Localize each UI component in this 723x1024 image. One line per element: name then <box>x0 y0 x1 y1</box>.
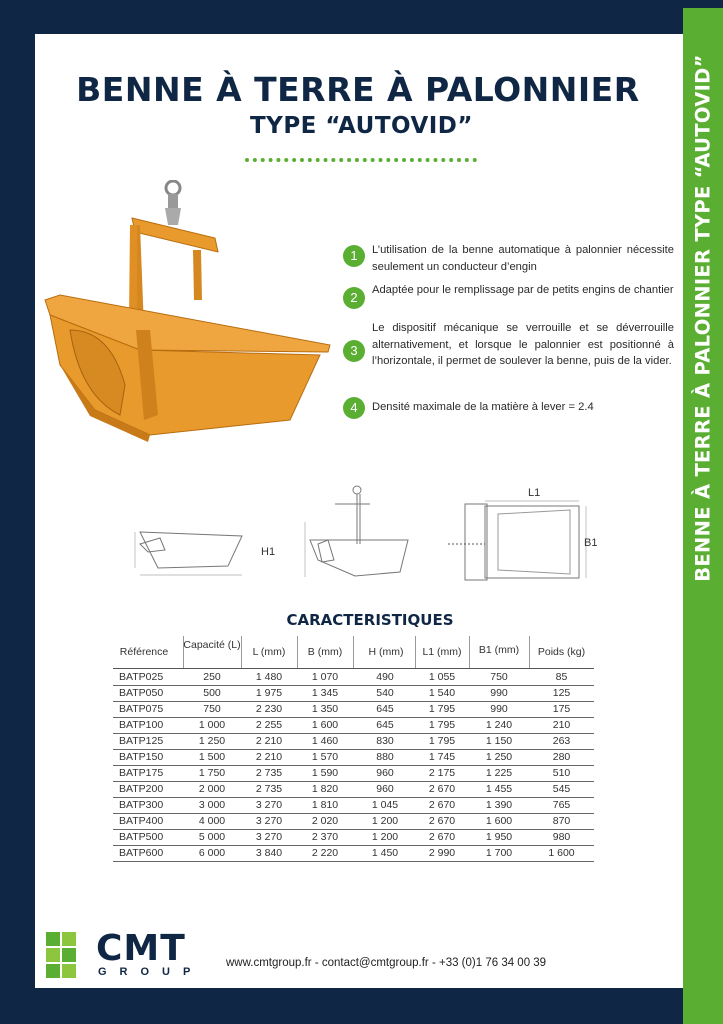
feature-number: 3 <box>343 340 365 362</box>
table-row <box>113 701 594 718</box>
table-cell: 2 210 <box>255 751 283 763</box>
table-cell: 1 700 <box>485 847 513 859</box>
table-cell: 1 795 <box>428 703 456 715</box>
table-cell: 500 <box>203 687 221 699</box>
table-cell: 880 <box>376 751 394 763</box>
table-cell: 210 <box>552 719 571 731</box>
table-cell: 3 840 <box>255 847 283 859</box>
table-cell: 2 220 <box>311 847 339 859</box>
table-cell: 5 000 <box>198 831 226 843</box>
hook-icon <box>165 181 181 225</box>
table-cell: 1 500 <box>198 751 226 763</box>
table-cell: 2 735 <box>255 767 283 779</box>
table-cell: 1 350 <box>311 703 339 715</box>
page-title: BENNE À TERRE À PALONNIER <box>76 70 640 109</box>
header-length: L (mm) <box>252 646 286 658</box>
logo-name: CMT <box>96 928 186 969</box>
table-cell: BATP400 <box>119 815 164 827</box>
table-cell: 1 455 <box>485 783 513 795</box>
table-row <box>113 733 594 750</box>
list-item <box>343 397 675 421</box>
table-cell: BATP175 <box>119 767 164 779</box>
table-cell: 1 450 <box>371 847 399 859</box>
header-height: H (mm) <box>368 646 404 658</box>
table-cell: 1 000 <box>198 719 226 731</box>
table-cell: 2 670 <box>428 831 456 843</box>
technical-drawing-front <box>300 482 415 587</box>
table-cell: 2 990 <box>428 847 456 859</box>
specs-table <box>113 636 594 868</box>
bucket-illustration <box>40 180 340 450</box>
table-cell: 250 <box>203 671 221 683</box>
table-cell: BATP025 <box>119 671 164 683</box>
table-cell: 1 820 <box>311 783 339 795</box>
table-cell: 125 <box>552 687 571 699</box>
table-cell: 1 750 <box>198 767 226 779</box>
table-cell: 1 950 <box>485 831 513 843</box>
table-cell: 1 600 <box>485 815 513 827</box>
table-cell: 830 <box>376 735 394 747</box>
feature-text: Adaptée pour le remplissage par de petits engins de chantier <box>372 284 674 296</box>
table-cell: 1 200 <box>371 815 399 827</box>
table-cell: 1 390 <box>485 799 513 811</box>
table-cell: 1 745 <box>428 751 456 763</box>
table-cell: 2 670 <box>428 815 456 827</box>
table-cell: 490 <box>376 671 394 683</box>
table-cell: 6 000 <box>198 847 226 859</box>
table-cell: 1 795 <box>428 735 456 747</box>
table-cell: BATP500 <box>119 831 164 843</box>
table-cell: 1 240 <box>485 719 513 731</box>
list-item <box>343 320 675 390</box>
table-cell: 1 810 <box>311 799 339 811</box>
feature-text: Densité maximale de la matière à lever = 2.4 <box>372 401 594 413</box>
table-cell: BATP300 <box>119 799 164 811</box>
table-cell: 750 <box>203 703 221 715</box>
table-cell: 1 345 <box>311 687 339 699</box>
title-divider <box>245 158 477 162</box>
table-row <box>113 829 594 846</box>
table-cell: 990 <box>490 687 508 699</box>
table-cell: 1 600 <box>548 847 575 859</box>
dimension-b1: B1 <box>584 537 598 549</box>
table-cell: 2 210 <box>255 735 283 747</box>
table-cell: 990 <box>490 703 508 715</box>
table-cell: 960 <box>376 783 394 795</box>
header-reference: Référence <box>119 646 169 658</box>
table-row <box>113 717 594 734</box>
table-cell: 645 <box>376 719 394 731</box>
header-weight: Poids (kg) <box>537 646 586 658</box>
table-cell: 765 <box>552 799 571 811</box>
table-cell: 2 230 <box>255 703 283 715</box>
table-cell: 280 <box>552 751 571 763</box>
logo-sub: GROUP <box>98 966 204 978</box>
table-cell: 1 540 <box>428 687 456 699</box>
table-cell: 2 000 <box>198 783 226 795</box>
table-row <box>113 749 594 766</box>
table-cell: BATP075 <box>119 703 164 715</box>
table-cell: BATP125 <box>119 735 164 747</box>
table-cell: 175 <box>552 703 571 715</box>
table-cell: BATP200 <box>119 783 164 795</box>
footer-contact: www.cmtgroup.fr - contact@cmtgroup.fr - +33 (0)1 76 34 00 39 <box>226 957 547 969</box>
header-width: B (mm) <box>307 646 343 658</box>
table-cell: 1 480 <box>255 671 283 683</box>
table-cell: 3 000 <box>198 799 226 811</box>
table-cell: 85 <box>555 671 568 683</box>
table-cell: 960 <box>376 767 394 779</box>
list-item <box>343 282 675 322</box>
feature-number: 4 <box>343 397 365 419</box>
table-cell: 1 600 <box>311 719 339 731</box>
technical-drawing-top <box>440 498 600 588</box>
table-row <box>113 797 594 814</box>
table-row <box>113 845 594 862</box>
table-cell: 750 <box>490 671 508 683</box>
feature-text: L’utilisation de la benne automatique à palonnier nécessite seulement un conducteur d’engin <box>372 244 674 273</box>
table-cell: 1 225 <box>485 767 513 779</box>
table-cell: 1 570 <box>311 751 339 763</box>
table-cell: 1 250 <box>485 751 513 763</box>
feature-text: Le dispositif mécanique se verrouille et se déverrouille alternativement, et lorsque le palonnier est positionné à l’horizontale, il permet de soulever la benne, puis de la vider. <box>372 322 674 367</box>
table-cell: 1 460 <box>311 735 339 747</box>
feature-number: 1 <box>343 245 365 267</box>
table-cell: BATP600 <box>119 847 164 859</box>
table-title: CARACTERISTIQUES <box>286 611 454 629</box>
table-header <box>113 636 594 669</box>
table-cell: 4 000 <box>198 815 226 827</box>
table-cell: 2 370 <box>311 831 339 843</box>
table-cell: 1 250 <box>198 735 226 747</box>
table-row <box>113 781 594 798</box>
table-cell: 545 <box>552 783 571 795</box>
table-cell: 1 055 <box>428 671 456 683</box>
table-cell: 2 670 <box>428 799 456 811</box>
dimension-h1: H1 <box>261 546 276 558</box>
table-cell: 1 975 <box>255 687 283 699</box>
table-cell: BATP100 <box>119 719 164 731</box>
table-cell: 3 270 <box>255 799 283 811</box>
table-cell: 1 150 <box>485 735 513 747</box>
table-cell: 540 <box>376 687 394 699</box>
page-subtitle: TYPE “AUTOVID” <box>249 113 474 139</box>
table-cell: 2 735 <box>255 783 283 795</box>
dimension-l1: L1 <box>528 487 541 499</box>
list-item <box>343 240 675 280</box>
technical-drawing-side <box>130 520 250 580</box>
table-row <box>113 813 594 830</box>
feature-number: 2 <box>343 287 365 309</box>
header-l1: L1 (mm) <box>422 646 462 658</box>
table-cell: 980 <box>552 831 571 843</box>
table-cell: 645 <box>376 703 394 715</box>
table-cell: BATP150 <box>119 751 164 763</box>
table-cell: 1 070 <box>311 671 339 683</box>
table-cell: 870 <box>552 815 571 827</box>
table-cell: 2 020 <box>311 815 339 827</box>
logo-mark-icon <box>46 932 92 978</box>
table-cell: 263 <box>552 735 571 747</box>
table-cell: 3 270 <box>255 831 283 843</box>
side-title: BENNE À TERRE À PALONNIER TYPE “AUTOVID” <box>691 54 715 582</box>
table-cell: BATP050 <box>119 687 164 699</box>
table-row <box>113 685 594 702</box>
table-row <box>113 765 594 782</box>
column-divider <box>353 636 354 668</box>
table-cell: 3 270 <box>255 815 283 827</box>
table-cell: 2 255 <box>255 719 283 731</box>
table-cell: 1 795 <box>428 719 456 731</box>
table-cell: 2 670 <box>428 783 456 795</box>
header-capacity: Capacité (L) <box>183 639 241 651</box>
header-b1: B1 (mm) <box>478 644 520 656</box>
table-cell: 1 200 <box>371 831 399 843</box>
table-cell: 510 <box>552 767 571 779</box>
table-cell: 2 175 <box>428 767 456 779</box>
table-row <box>113 669 594 686</box>
table-cell: 1 045 <box>371 799 399 811</box>
table-cell: 1 590 <box>311 767 339 779</box>
